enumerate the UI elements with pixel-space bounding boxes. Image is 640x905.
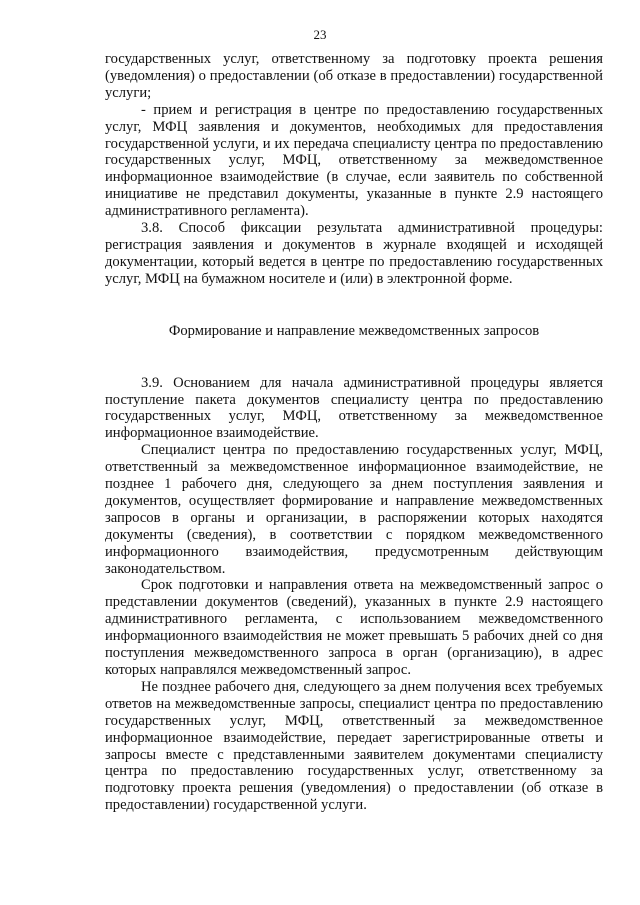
- section-heading: Формирование и направление межведомственных запросов: [168, 322, 540, 339]
- document-body: [105, 51, 603, 814]
- paragraph-3-9: 3.9. Основанием для начала административной процедуры является поступление пакета документов специалисту центра по предоставлению государственных услуг, МФЦ, ответственному за межведомственное информационное взаимодействие.: [105, 374, 603, 442]
- paragraph-response-deadline: Срок подготовки и направления ответа на межведомственный запрос о представлении документов (сведений), указанных в пункте 2.9 настоящего административного регламента, с использованием межведомственного информационного взаимодействия не может превышать 5 рабочих дней со дня поступления межведомственного запроса в орган (организацию), в адрес которых направлялся межведомственный запрос.: [105, 577, 603, 678]
- paragraph-transfer: Не позднее рабочего дня, следующего за днем получения всех требуемых ответов на межведомственные запросы, специалист центра по предоставлению государственных услуг, МФЦ, ответственный за межведомственное информационное взаимодействие, передает зарегистрированные ответы и запросы вместе с представленными заявителем документами специалисту центра по предоставлению государственных услуг, ответственному за подготовку проекта решения (уведомления) о предоставлении (об отказе в предоставлении) государственной услуги.: [105, 678, 603, 814]
- paragraph-continuation: государственных услуг, ответственному за подготовку проекта решения (уведомления) о предоставлении (об отказе в предоставлении) государственной услуги;: [105, 51, 603, 101]
- paragraph-specialist: Специалист центра по предоставлению государственных услуг, МФЦ, ответственный за межведомственное информационное взаимодействие, не позднее 1 рабочего дня, следующего за днем поступления заявления и документов, осуществляет формирование и направление межведомственных запросов в органы и организации, в распоряжении которых находятся документы (сведения), в соответствии с порядком межведомственного информационного взаимодействия, предусмотренным действующим законодательством.: [105, 442, 603, 577]
- page-number: 23: [313, 27, 327, 42]
- paragraph-3-8: 3.8. Способ фиксации результата административной процедуры: регистрация заявления и документов в журнале входящей и исходящей документации, который ведется в центре по предоставлению государственных услуг, МФЦ на бумажном носителе и (или) в электронной форме.: [105, 220, 603, 287]
- paragraph-reception-list-item: - прием и регистрация в центре по предоставлению государственных услуг, МФЦ заявления и документов, необходимых для предоставления государственной услуги, и их передача специалисту центра по предоставлению государственных услуг, МФЦ, ответственному за межведомственное информационное взаимодействие (в случае, если заявитель по собственной инициативе не представил документы, указанные в пункте 2.9 настоящего административного регламента).: [105, 101, 603, 220]
